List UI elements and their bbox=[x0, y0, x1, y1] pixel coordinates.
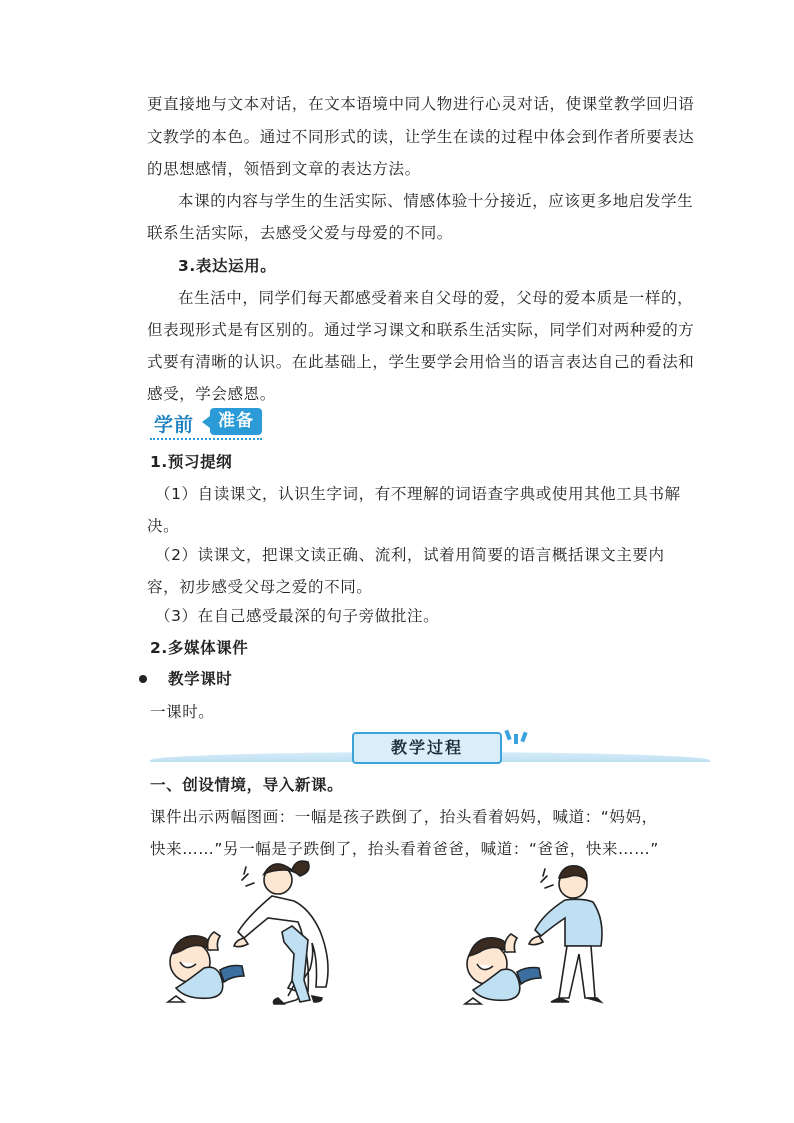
section-heading: 2.多媒体课件 bbox=[150, 639, 249, 657]
prep-badge bbox=[150, 408, 265, 438]
period-value: 一课时。 bbox=[150, 703, 215, 721]
paragraph-line: 更直接地与文本对话，在文本语境中同人物进行心灵对话，使课堂教学回归语 bbox=[147, 95, 695, 113]
father-child-illustration bbox=[455, 860, 635, 1008]
paragraph-line: 文教学的本色。通过不同形式的读，让学生在读的过程中体会到作者所要表达 bbox=[147, 128, 695, 146]
paragraph-line: 本课的内容与学生的生活实际、情感体验十分接近，应该更多地启发学生 bbox=[178, 192, 694, 210]
paragraph-line: 联系生活实际，去感受父爱与母爱的不同。 bbox=[147, 224, 453, 242]
paragraph-line: （2）读课文，把课文读正确、流利，试着用简要的语言概括课文主要内 bbox=[155, 546, 665, 564]
section-heading: 1.预习提纲 bbox=[150, 453, 233, 471]
paragraph-line: 在生活中，同学们每天都感受着来自父母的爱，父母的爱本质是一样的， bbox=[178, 289, 694, 307]
paragraph-line: 但表现形式是有区别的。通过学习课文和联系生活实际，同学们对两种爱的方 bbox=[147, 321, 695, 339]
paragraph-line: 式要有清晰的认识。在此基础上，学生要学会用恰当的语言表达自己的看法和 bbox=[147, 353, 695, 371]
paragraph-line: 的思想感情，领悟到文章的表达方法。 bbox=[147, 160, 421, 178]
prep-badge-left: 学前 bbox=[154, 414, 195, 436]
badge-underline bbox=[150, 438, 262, 440]
prep-badge-right: 准备 bbox=[210, 408, 262, 435]
mother-child-illustration bbox=[160, 858, 340, 1008]
bullet-icon bbox=[139, 675, 147, 683]
section-heading: 一、创设情境，导入新课。 bbox=[150, 776, 344, 794]
paragraph-line: 决。 bbox=[147, 517, 180, 535]
paragraph-line: 快来……”另一幅是子跌倒了，抬头看着爸爸，喊道：“爸爸，快来……” bbox=[150, 840, 659, 858]
process-banner bbox=[150, 728, 710, 764]
paragraph-line: （3）在自己感受最深的句子旁做批注。 bbox=[155, 607, 440, 625]
paragraph-line: 课件出示两幅图画：一幅是孩子跌倒了，抬头看着妈妈，喊道：“妈妈， bbox=[150, 808, 658, 826]
badge-arrow-icon bbox=[202, 416, 210, 428]
paragraph-line: （1）自读课文，认识生字词，有不理解的词语查字典或使用其他工具书解 bbox=[155, 485, 681, 503]
banner-title: 教学过程 bbox=[352, 732, 502, 764]
period-title: 教学课时 bbox=[168, 670, 233, 688]
paragraph-line: 容，初步感受父母之爱的不同。 bbox=[147, 578, 373, 596]
section-heading: 3.表达运用。 bbox=[178, 257, 277, 275]
sparkle-icon bbox=[502, 728, 532, 752]
paragraph-line: 感受，学会感恩。 bbox=[147, 385, 276, 403]
